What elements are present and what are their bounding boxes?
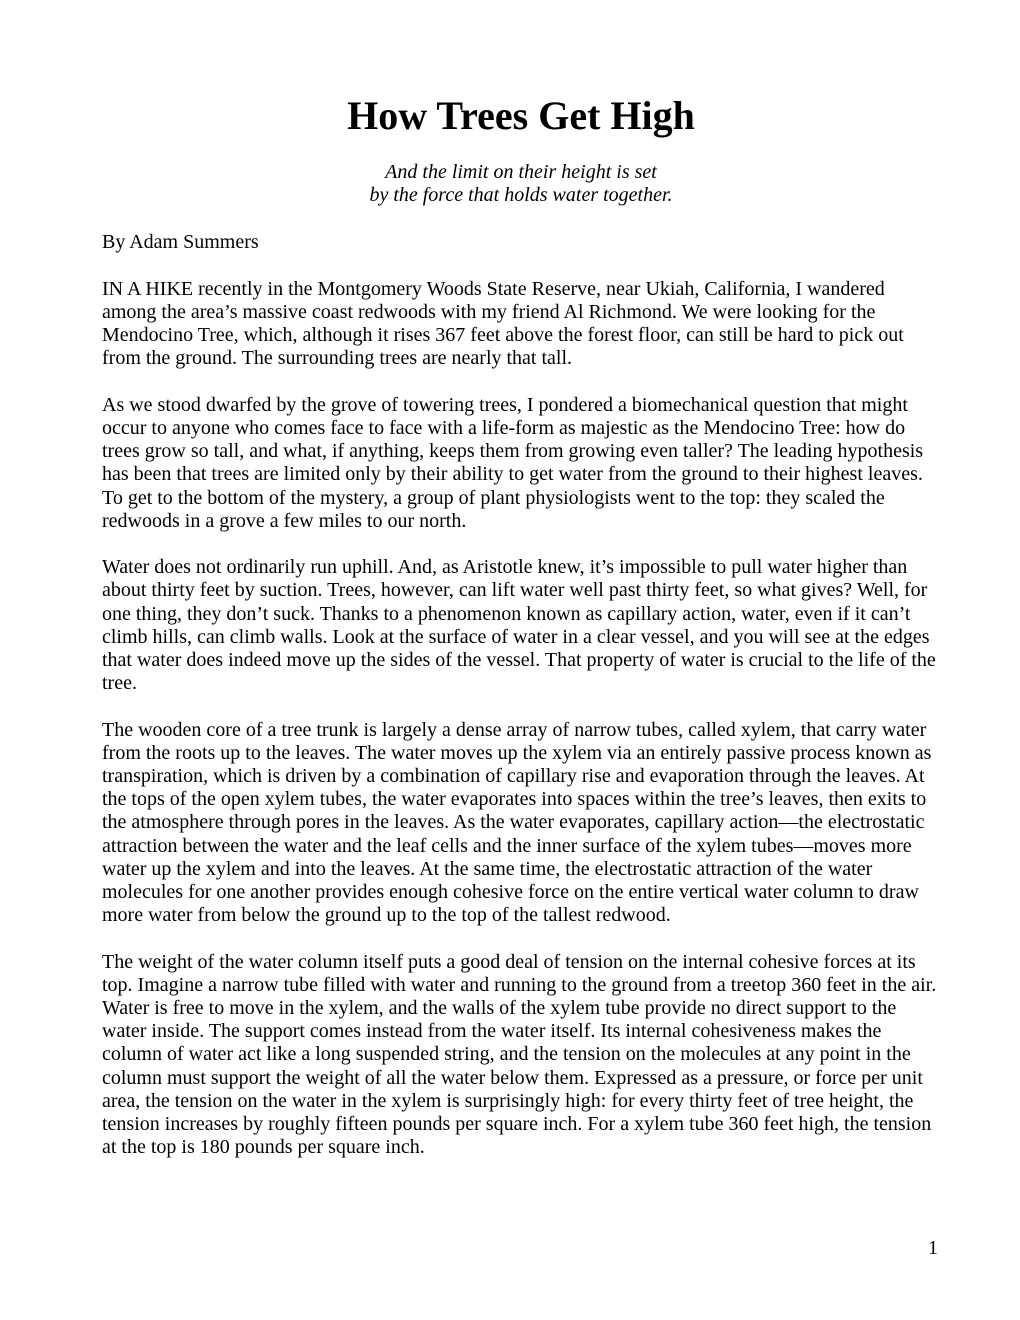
- subtitle-line-2: by the force that holds water together.: [369, 184, 673, 207]
- page-number: 1: [928, 1236, 938, 1259]
- paragraph-intro-hike: IN A HIKE recently in the Montgomery Woods State Reserve, near Ukiah, California, I wandered among the area’s massive coast redwoods with my friend Al Richmond. We were looking for the Mendocino Tree, which, although it rises 367 feet above the forest floor, can still be hard to pick out from the ground. The surrounding trees are nearly that tall.: [102, 277, 904, 370]
- paragraph-water-column-tension: The weight of the water column itself puts a good deal of tension on the internal cohesive forces at its top. Imagine a narrow tube filled with water and running to the ground from a treetop 360 feet in the air. Water is free to move in the xylem, and the walls of the xylem tube provide no direct support to the water inside. The support comes instead from the water itself. Its internal cohesiveness makes the column of water act like a long suspended string, and the tension on the molecules at any point in the column must support the weight of all the water below them. Expressed as a pressure, or force per unit area, the tension on the water in the xylem is surprisingly high: for every thirty feet of tree height, the tension increases by roughly fifteen pounds per square inch. For a xylem tube 360 feet high, the tension at the top is 180 pounds per square inch.: [102, 950, 937, 1159]
- paragraph-xylem-transpiration: The wooden core of a tree trunk is largely a dense array of narrow tubes, called xylem, that carry water from the roots up to the leaves. The water moves up the xylem via an entirely passive process known as transpiration, which is driven by a combination of capillary rise and evaporation through the leaves. At the tops of the open xylem tubes, the water evaporates into spaces within the tree’s leaves, then exits to the atmosphere through pores in the leaves. As the water evaporates, capillary action—the electrostatic attraction between the water and the leaf cells and the inner surface of the xylem tubes—moves more water up the xylem and into the leaves. At the same time, the electrostatic attraction of the water molecules for one another provides enough cohesive force on the entire vertical water column to draw more water from below the ground up to the top of the tallest redwood.: [102, 718, 932, 927]
- document-title: How Trees Get High: [347, 93, 695, 138]
- paragraph-biomechanical-question: As we stood dwarfed by the grove of towering trees, I pondered a biomechanical question that might occur to anyone who comes face to face with a life-form as majestic as the Mendocino Tree: how do trees grow so tall, and what, if anything, keeps them from growing even taller? The leading hypothesis has been that trees are limited only by their ability to get water from the ground to their highest leaves. To get to the bottom of the mystery, a group of plant physiologists went to the top: they scaled the redwoods in a grove a few miles to our north.: [102, 393, 924, 532]
- paragraph-capillary-action: Water does not ordinarily run uphill. And, as Aristotle knew, it’s impossible to pull water higher than about thirty feet by suction. Trees, however, can lift water well past thirty feet, so what gives? Well, for one thing, they don’t suck. Thanks to a phenomenon known as capillary action, water, even if it can’t climb hills, can climb walls. Look at the surface of water in a clear vessel, and you will see at the edges that water does indeed move up the sides of the vessel. That property of water is crucial to the life of the tree.: [102, 556, 936, 695]
- document-subtitle: [102, 161, 940, 207]
- subtitle-line-1: And the limit on their height is set: [385, 161, 657, 183]
- byline: By Adam Summers: [102, 231, 259, 254]
